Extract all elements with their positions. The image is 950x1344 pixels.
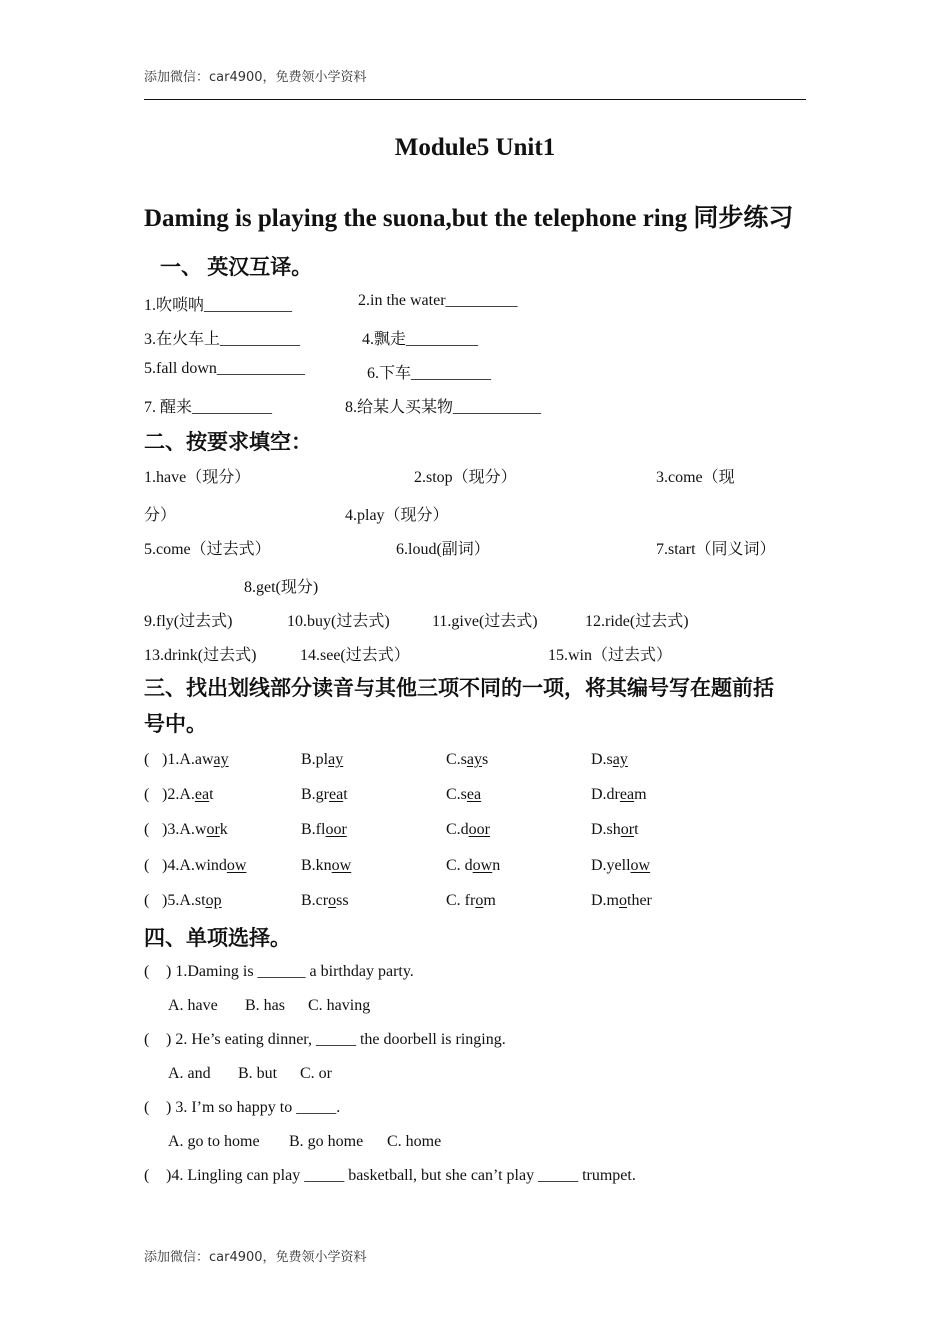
- underlined-sound: ea: [329, 786, 344, 803]
- header-divider: [144, 99, 806, 100]
- s1-item-5: 5.fall down___________: [144, 360, 305, 377]
- word-part: B.pl: [301, 751, 329, 768]
- phonics-option-a: [162, 751, 229, 769]
- section3-heading-line2: 号中。: [144, 712, 207, 736]
- s1-item-4: 4.飘走_________: [362, 331, 479, 348]
- phonics-option-d: [591, 751, 628, 769]
- answer-bracket: (: [144, 963, 150, 980]
- underlined-sound: o: [619, 892, 627, 909]
- word-part: D.sh: [591, 821, 621, 838]
- word-part: ther: [627, 892, 652, 909]
- mc-question-1: ) 1.Daming is ______ a birthday party.: [166, 963, 414, 980]
- phonics-option-d: [591, 857, 650, 875]
- word-part: t: [209, 786, 214, 803]
- answer-bracket: (: [144, 857, 150, 874]
- s2-item-10: 10.buy(过去式): [287, 613, 390, 630]
- underlined-sound: op: [205, 892, 222, 909]
- mc-q3-option-b: B. go home: [289, 1133, 364, 1150]
- underlined-sound: ay: [612, 751, 628, 768]
- phonics-option-a: [162, 786, 214, 804]
- underlined-sound: ay: [328, 751, 344, 768]
- word-part: B.fl: [301, 821, 326, 838]
- mc-question-4: )4. Lingling can play _____ basketball, but she can’t play _____ trumpet.: [166, 1167, 636, 1184]
- word-part: m: [634, 786, 647, 803]
- underlined-sound: ow: [630, 857, 651, 874]
- answer-bracket: (: [144, 751, 150, 768]
- s2-item-12: 12.ride(过去式): [585, 613, 689, 630]
- mc-question-3: ) 3. I’m so happy to _____.: [166, 1099, 341, 1116]
- underlined-sound: ow: [472, 857, 493, 874]
- section3-heading-line1: 三、找出划线部分读音与其他三项不同的一项，将其编号写在题前括: [144, 676, 774, 700]
- word-part: s: [482, 751, 489, 768]
- s2-item-1: 1.have（现分）: [144, 469, 251, 486]
- s2-item-3-cont: 分）: [144, 507, 177, 524]
- underlined-sound: or: [206, 821, 220, 838]
- word-part: D.dr: [591, 786, 620, 803]
- phonics-option-c: [446, 857, 500, 875]
- underlined-sound: or: [620, 821, 635, 838]
- underlined-sound: ea: [194, 786, 210, 803]
- word-part: B.gr: [301, 786, 329, 803]
- mc-q3-option-a: A. go to home: [168, 1133, 260, 1150]
- word-part: m: [483, 892, 496, 909]
- s2-item-15: 15.win（过去式）: [548, 647, 673, 664]
- mc-q2-option-c: C. or: [300, 1065, 332, 1082]
- mc-q2-option-b: B. but: [238, 1065, 278, 1082]
- phonics-option-c: [446, 751, 488, 769]
- s2-item-14: 14.see(过去式）: [300, 647, 410, 664]
- question-number: )1.A.: [162, 751, 195, 768]
- word-part: D.s: [591, 751, 613, 768]
- mc-question-2: ) 2. He’s eating dinner, _____ the doorbell is ringing.: [166, 1031, 506, 1048]
- s1-item-6: 6.下车__________: [367, 365, 492, 382]
- section1-heading: 一、 英汉互译。: [160, 255, 313, 279]
- phonics-option-d: [591, 892, 652, 910]
- s2-item-6: 6.loud(副词）: [396, 541, 490, 558]
- header-note: 添加微信：car4900，免费领小学资料: [144, 70, 367, 85]
- s2-item-13: 13.drink(过去式): [144, 647, 257, 664]
- word-part: aw: [194, 751, 214, 768]
- word-part: w: [194, 821, 207, 838]
- question-number: )2.A.: [162, 786, 195, 803]
- s2-item-3: 3.come（现: [656, 469, 735, 486]
- word-part: D.yell: [591, 857, 631, 874]
- underlined-sound: ea: [466, 786, 482, 803]
- s2-item-11: 11.give(过去式): [432, 613, 538, 630]
- answer-bracket: (: [144, 1099, 150, 1116]
- question-number: )4.A.: [162, 857, 195, 874]
- word-part: st: [194, 892, 206, 909]
- phonics-option-a: [162, 821, 228, 839]
- mc-q1-option-c: C. having: [308, 997, 371, 1014]
- underlined-sound: o: [328, 892, 337, 909]
- word-part: C.d: [446, 821, 469, 838]
- phonics-option-c: [446, 892, 496, 910]
- s2-item-7: 7.start（同义词）: [656, 541, 776, 558]
- word-part: t: [343, 786, 348, 803]
- phonics-option-c: [446, 786, 481, 804]
- s2-item-9: 9.fly(过去式): [144, 613, 233, 630]
- phonics-option-b: [301, 892, 349, 910]
- answer-bracket: (: [144, 821, 150, 838]
- phonics-option-b: [301, 751, 343, 769]
- word-part: C.s: [446, 751, 467, 768]
- underlined-sound: ea: [619, 786, 635, 803]
- answer-bracket: (: [144, 786, 150, 803]
- phonics-option-a: [162, 857, 246, 875]
- answer-bracket: (: [144, 1031, 150, 1048]
- s2-item-8: 8.get(现分): [244, 579, 319, 596]
- mc-q3-option-c: C. home: [387, 1133, 442, 1150]
- section4-heading: 四、单项选择。: [144, 926, 291, 950]
- question-number: )3.A.: [162, 821, 195, 838]
- mc-q1-option-a: A. have: [168, 997, 218, 1014]
- section2-heading: 二、按要求填空：: [144, 430, 312, 454]
- word-part: k: [219, 821, 228, 838]
- answer-bracket: (: [144, 892, 150, 909]
- phonics-option-b: [301, 821, 347, 839]
- phonics-option-a: [162, 892, 222, 910]
- s2-item-2: 2.stop（现分）: [414, 469, 517, 486]
- underlined-sound: ow: [226, 857, 247, 874]
- underlined-sound: ay: [213, 751, 229, 768]
- mc-q2-option-a: A. and: [168, 1065, 211, 1082]
- word-part: C.s: [446, 786, 467, 803]
- word-part: D.m: [591, 892, 619, 909]
- underlined-sound: ay: [466, 751, 483, 768]
- footer-note: 添加微信：car4900，免费领小学资料: [144, 1250, 367, 1265]
- phonics-option-c: [446, 821, 490, 839]
- underlined-sound: oor: [325, 821, 347, 838]
- phonics-option-b: [301, 786, 348, 804]
- question-number: )5.A.: [162, 892, 195, 909]
- word-part: n: [492, 857, 501, 874]
- word-part: C. d: [446, 857, 473, 874]
- mc-q1-option-b: B. has: [245, 997, 285, 1014]
- page-subtitle: Daming is playing the suona,but the telephone ring 同步练习: [144, 205, 794, 232]
- s1-item-3: 3.在火车上__________: [144, 331, 301, 348]
- word-part: C. fr: [446, 892, 476, 909]
- phonics-option-d: [591, 821, 639, 839]
- underlined-sound: o: [475, 892, 484, 909]
- underlined-sound: ow: [331, 857, 352, 874]
- phonics-option-b: [301, 857, 351, 875]
- s1-item-8: 8.给某人买某物___________: [345, 399, 542, 416]
- word-part: ss: [336, 892, 349, 909]
- s1-item-2: 2.in the water_________: [358, 292, 518, 309]
- s2-item-5: 5.come（过去式）: [144, 541, 271, 558]
- word-part: t: [634, 821, 639, 838]
- phonics-option-d: [591, 786, 647, 804]
- word-part: wind: [194, 857, 227, 874]
- page-title: Module5 Unit1: [394, 134, 556, 161]
- underlined-sound: oor: [468, 821, 490, 838]
- word-part: B.kn: [301, 857, 332, 874]
- word-part: B.cr: [301, 892, 329, 909]
- s2-item-4: 4.play（现分）: [345, 507, 449, 524]
- answer-bracket: (: [144, 1167, 150, 1184]
- s1-item-1: 1.吹唢呐___________: [144, 297, 293, 314]
- s1-item-7: 7. 醒来__________: [144, 399, 273, 416]
